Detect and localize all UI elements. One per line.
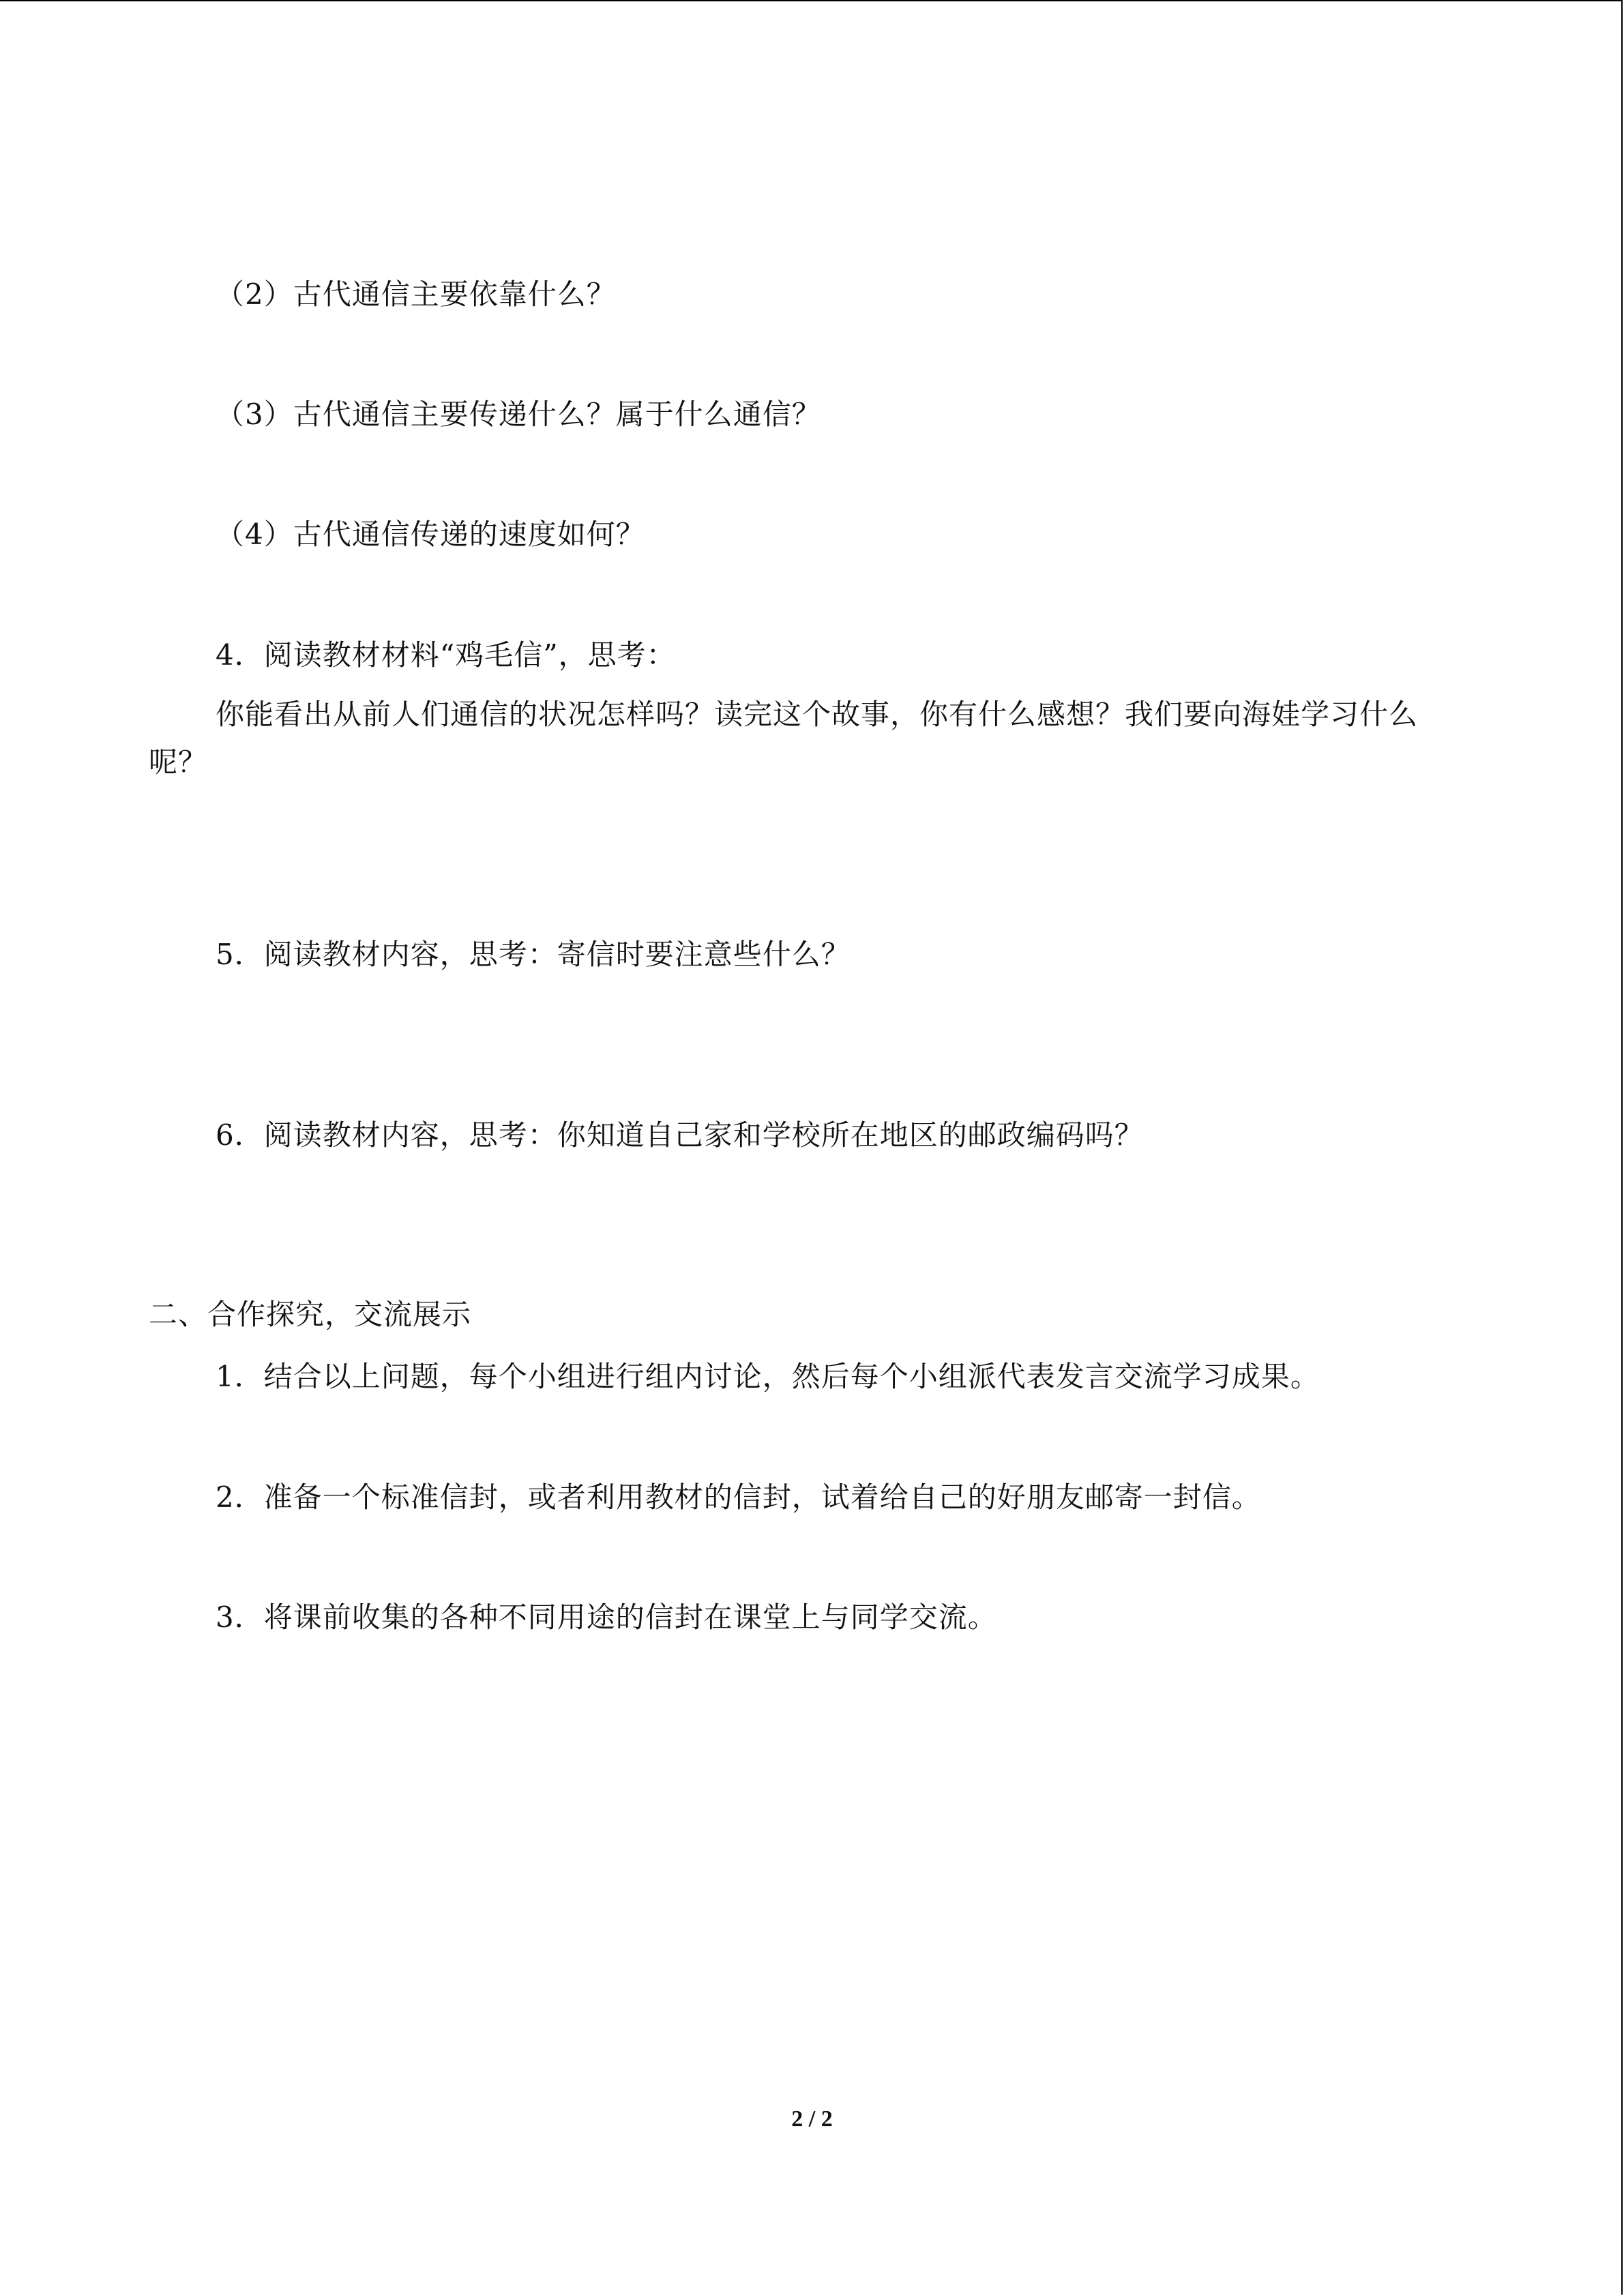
question-6: 6．阅读教材内容，思考：你知道自己家和学校所在地区的邮政编码吗？ [216, 1118, 1144, 1152]
page-number: 2 / 2 [791, 2106, 833, 2132]
question-4-title: 4．阅读教材材料“鸡毛信”，思考： [216, 638, 676, 672]
question-3-3: （3）古代通信主要传递什么？属于什么通信？ [216, 398, 821, 431]
question-5: 5．阅读教材内容，思考：寄信时要注意些什么？ [216, 938, 851, 971]
question-4-body: 你能看出从前人们通信的状况怎样吗？读完这个故事，你有什么感想？我们要向海娃学习什么呢？ [149, 698, 1419, 779]
question-3-4: （4）古代通信传递的速度如何？ [216, 518, 645, 551]
section-2-heading: 二、合作探究，交流展示 [149, 1298, 472, 1331]
section-2-item-3: 3．将课前收集的各种不同用途的信封在课堂上与同学交流。 [216, 1600, 997, 1634]
section-2-item-2: 2．准备一个标准信封，或者利用教材的信封，试着给自己的好朋友邮寄一封信。 [216, 1480, 1261, 1514]
section-2-item-1: 1．结合以上问题，每个小组进行组内讨论，然后每个小组派代表发言交流学习成果。 [216, 1360, 1320, 1393]
question-3-2: （2）古代通信主要依靠什么？ [216, 278, 616, 311]
